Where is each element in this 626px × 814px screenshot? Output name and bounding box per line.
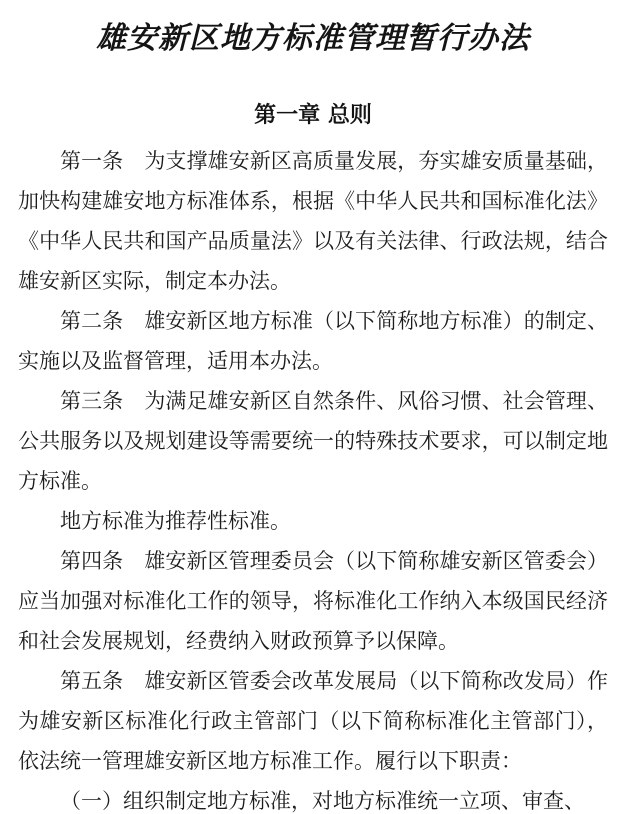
paragraph-article-2: 第二条 雄安新区地方标准（以下简称地方标准）的制定、实施以及监督管理，适用本办法。 xyxy=(18,309,608,373)
paragraph-article-3: 第三条 为满足雄安新区自然条件、风俗习惯、社会管理、公共服务以及规划建设等需要统一的特殊技术要求，可以制定地方标准。 xyxy=(18,389,608,493)
paragraph-article-1: 第一条 为支撑雄安新区高质量发展，夯实雄安质量基础，加快构建雄安地方标准体系，根据《中华人民共和国标准化法》《中华人民共和国产品质量法》以及有关法律、行政法规，结合雄安新区实际，制定本办法。 xyxy=(18,149,608,293)
paragraph-article-3-note: 地方标准为推荐性标准。 xyxy=(60,509,291,533)
paragraph-article-4: 第四条 雄安新区管理委员会（以下简称雄安新区管委会）应当加强对标准化工作的领导，将标准化工作纳入本级国民经济和社会发展规划，经费纳入财政预算予以保障。 xyxy=(18,549,608,653)
paragraph-article-5-item-1: （一）组织制定地方标准，对地方标准统一立项、审查、 xyxy=(60,789,585,813)
document-title: 雄安新区地方标准管理暂行办法 xyxy=(96,21,530,56)
paragraph-article-5: 第五条 雄安新区管委会改革发展局（以下简称改发局）作为雄安新区标准化行政主管部门（以下简称标准化主管部门），依法统一管理雄安新区地方标准工作。履行以下职责： xyxy=(18,669,608,773)
chapter-heading: 第一章 总则 xyxy=(254,103,372,128)
document-body xyxy=(18,141,608,814)
